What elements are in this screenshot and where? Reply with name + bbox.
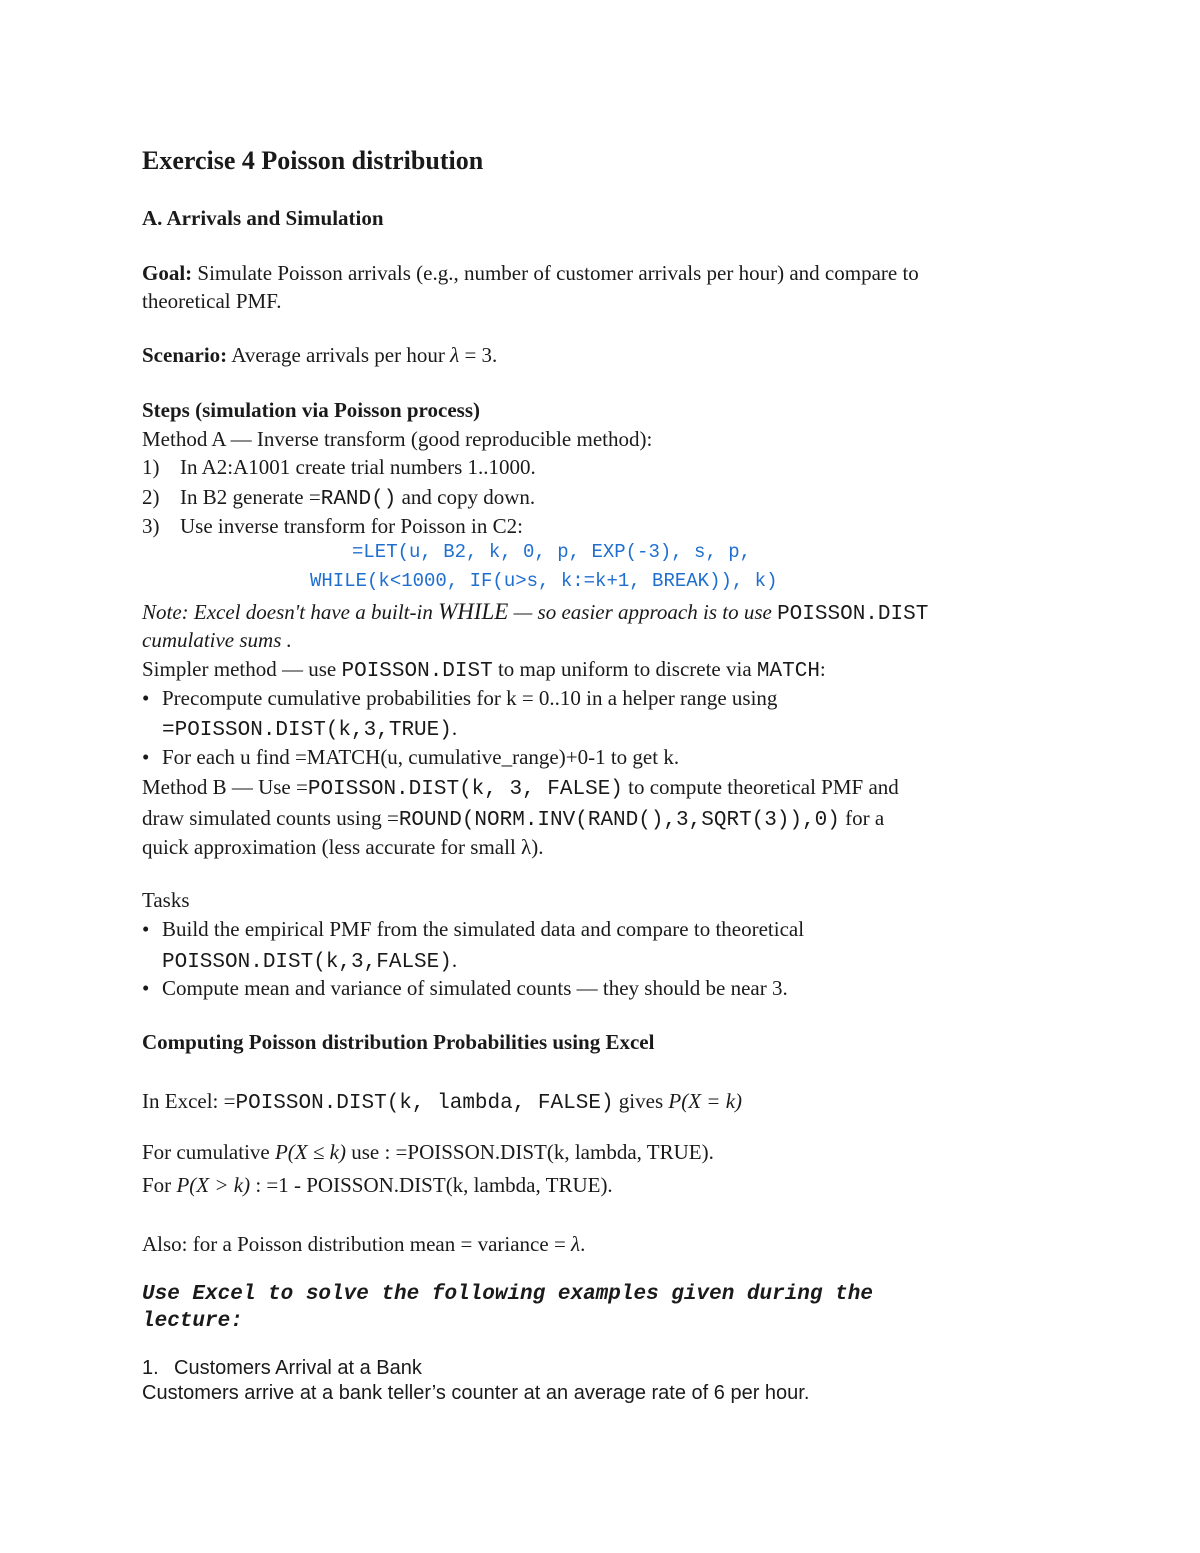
code-poisson-pmf: POISSON.DIST(k, 3, FALSE) (307, 778, 623, 801)
lambda-symbol: λ (450, 343, 460, 367)
bullet-end: . (451, 716, 458, 740)
step-number: 1) (142, 455, 160, 479)
scenario-text: Average arrivals per hour (227, 343, 451, 367)
greater-text-2: : =1 - POISSON.DIST(k, lambda, TRUE). (250, 1173, 613, 1197)
greater-text: For (142, 1173, 177, 1197)
bullet-icon: • (142, 917, 150, 941)
bullet-icon: • (142, 686, 150, 710)
cumulative-line (142, 1140, 714, 1164)
code-poisson-dist: POISSON.DIST (777, 603, 929, 626)
note-text-2: — so easier approach is to use (508, 600, 778, 624)
simpler-text-3: : (819, 657, 826, 681)
formula-line-2: WHILE(k<1000, IF(u>s, k:=k+1, BREAK)), k) (310, 570, 778, 592)
code-rand: RAND() (320, 488, 397, 511)
method-b-text-2: to compute theoretical PMF and (622, 775, 899, 799)
code-poisson-dist: POISSON.DIST (341, 660, 493, 683)
math-p-leq: P(X ≤ k) (274, 1140, 346, 1164)
bullet-text: Precompute cumulative probabilities for k = 0..10 in a helper range using (162, 686, 778, 710)
method-b-line-2 (142, 806, 884, 833)
step-1 (142, 455, 536, 479)
bullet-item (142, 686, 777, 710)
steps-heading: Steps (simulation via Poisson process) (142, 398, 480, 422)
code-poisson-pmf: POISSON.DIST(k,3,FALSE) (162, 951, 452, 974)
example-number: 1. (142, 1357, 159, 1379)
computing-heading: Computing Poisson distribution Probabilities using Excel (142, 1030, 655, 1054)
in-excel-line (142, 1089, 742, 1116)
goal-line-2: theoretical PMF. (142, 289, 282, 313)
bullet-icon: • (142, 745, 150, 769)
instruction-line-1: Use Excel to solve the following examples given during the (142, 1283, 873, 1306)
step-number: 3) (142, 514, 160, 538)
step-text: In A2:A1001 create trial numbers 1..1000. (180, 455, 536, 479)
method-a-line: Method A — Inverse transform (good reproducible method): (142, 427, 653, 451)
simpler-text-2: to map uniform to discrete via (492, 657, 757, 681)
goal-line-1 (142, 261, 919, 285)
scenario-line (142, 343, 497, 367)
task-code-line (162, 948, 457, 975)
instruction-line-2: lecture: (142, 1310, 243, 1333)
simpler-text: Simpler method — use (142, 657, 342, 681)
code-poisson-lambda: POISSON.DIST(k, lambda, FALSE) (235, 1092, 614, 1115)
code-round-norm: ROUND(NORM.INV(RAND(),3,SQRT(3)),0) (398, 809, 840, 832)
math-p-greater: P(X > k) (176, 1173, 251, 1197)
method-b-line-3: quick approximation (less accurate for small λ). (142, 835, 544, 859)
note-line-2: cumulative sums . (142, 628, 292, 652)
step-number: 2) (142, 485, 160, 509)
example-1-title (142, 1357, 422, 1380)
lambda-symbol: λ (571, 1232, 581, 1256)
step-text: Use inverse transform for Poisson in C2: (180, 514, 523, 538)
code-cumulative: =POISSON.DIST(k,3,TRUE) (162, 719, 452, 742)
simpler-method-line (142, 657, 826, 684)
code-match: MATCH (756, 660, 820, 683)
also-end: . (580, 1232, 586, 1256)
scenario-label: Scenario: (142, 343, 228, 367)
note-while: WHILE (438, 599, 509, 624)
method-b-text: Method B — Use = (142, 775, 308, 799)
method-b-text-4: for a (839, 806, 885, 830)
example-1-text: Customers arrive at a bank teller’s counter at an average rate of 6 per hour. (142, 1382, 810, 1404)
greater-line (142, 1173, 613, 1197)
task-item (142, 917, 804, 941)
also-line (142, 1232, 585, 1256)
cumulative-text-2: use : =POISSON.DIST(k, lambda, TRUE). (345, 1140, 714, 1164)
goal-text: Simulate Poisson arrivals (e.g., number of customer arrivals per hour) and compare to (192, 261, 919, 285)
bullet-code-line (162, 716, 457, 743)
cumulative-text: For cumulative (142, 1140, 275, 1164)
task-item (142, 976, 788, 1000)
task-text: Build the empirical PMF from the simulated data and compare to theoretical (162, 917, 805, 941)
method-b-line-1 (142, 775, 899, 802)
step-3 (142, 514, 523, 538)
example-title: Customers Arrival at a Bank (174, 1357, 422, 1379)
step-2 (142, 485, 535, 512)
bullet-icon: • (142, 976, 150, 1000)
page-title: Exercise 4 Poisson distribution (142, 146, 484, 175)
in-excel-text-2: gives (613, 1089, 669, 1113)
formula-line-1: =LET(u, B2, k, 0, p, EXP(-3), s, p, (352, 541, 752, 563)
in-excel-text: In Excel: = (142, 1089, 236, 1113)
note-line-1 (142, 599, 928, 627)
bullet-item (142, 745, 679, 769)
task-end: . (451, 948, 458, 972)
method-b-text-3: draw simulated counts using = (142, 806, 399, 830)
task-text: Compute mean and variance of simulated counts — they should be near 3. (162, 976, 788, 1000)
step-text-end: and copy down. (396, 485, 536, 509)
section-heading-a: A. Arrivals and Simulation (142, 206, 384, 230)
scenario-value: = 3. (459, 343, 498, 367)
also-text: Also: for a Poisson distribution mean = variance = (142, 1232, 572, 1256)
step-text: In B2 generate = (180, 485, 321, 509)
math-p-equal: P(X = k) (668, 1089, 743, 1113)
note-text: Note: Excel doesn't have a built-in (142, 600, 439, 624)
bullet-text: For each u find =MATCH(u, cumulative_range)+0-1 to get k. (162, 745, 680, 769)
goal-label: Goal: (142, 261, 193, 285)
tasks-heading: Tasks (142, 888, 190, 912)
